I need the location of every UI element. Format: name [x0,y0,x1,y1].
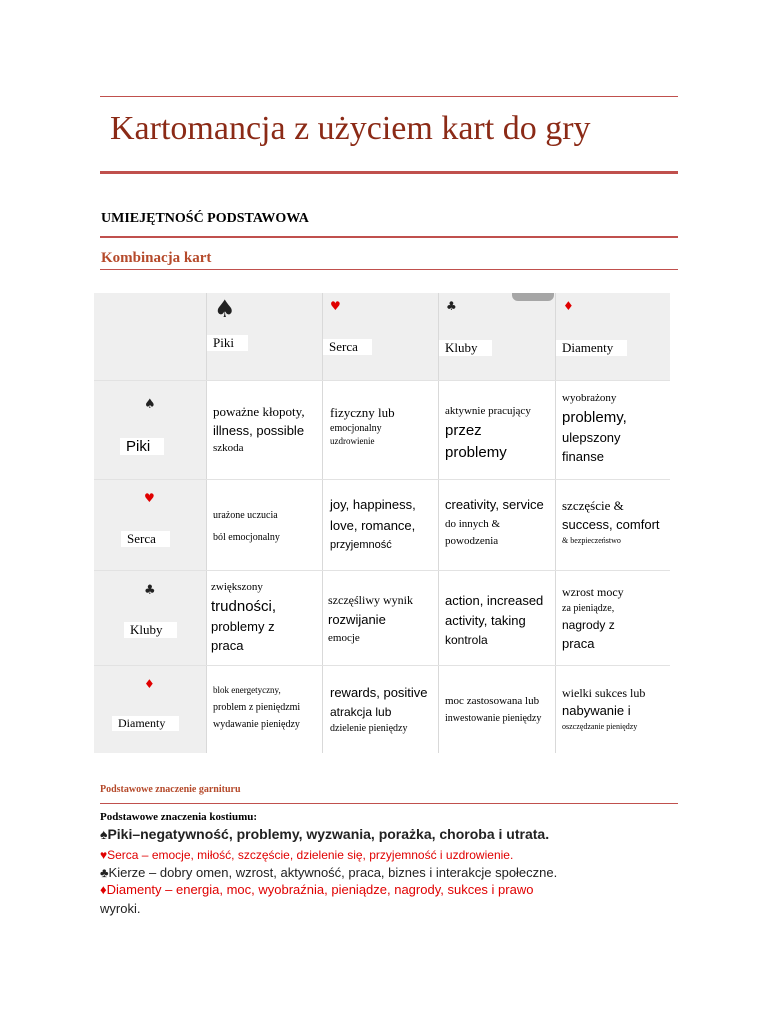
meaning-line-diamonds: ♦Diamenty – energia, moc, wyobraźnia, pieniądze, nagrody, sukces i prawo [100,882,534,897]
cell-line: action, increased [445,593,544,608]
spade-icon: ♠ [144,397,156,412]
cell-line: atrakcja lub [330,704,392,719]
cell-line: szkoda [213,441,244,454]
page-title: Kartomancja z użyciem kart do gry [110,110,591,147]
table-cell [562,391,627,466]
column-header-diamenty: Diamenty [556,340,627,356]
cell-line: ulepszony [562,429,621,445]
row-header-diamenty: Diamenty [112,716,179,731]
cell-line: dzielenie pieniędzy [330,722,408,734]
cell-line: love, romance, [330,517,416,533]
cell-line: emocjonalny [330,422,382,434]
row-header-serca: Serca [121,531,170,547]
table-cell [445,403,531,465]
cell-line: emocje [328,631,360,644]
cell-line: poważne kłopoty, [213,404,305,419]
cell-line: finanse [562,448,604,464]
cell-line: szczęście & [562,498,624,513]
table-cell [562,685,645,733]
grid-hline [94,665,670,666]
table-cell [330,495,416,554]
club-icon: ♣ [446,299,457,313]
cell-line: do innych & [445,517,500,530]
meaning-line-hearts: ♥Serca – emocje, miłość, szczęście, dzielenie się, przyjemność i uzdrowienie. [100,848,514,862]
cell-line: problemy, [562,408,627,426]
table-cell [445,591,543,650]
cell-line: przez [445,421,482,439]
cell-line: problem z pieniędzmi [213,701,301,713]
section-rule [100,236,678,238]
basic-meaning-heading: Podstawowe znaczenie garnituru [100,784,241,795]
cell-line: wydawanie pieniędzy [213,719,300,731]
subheading: Kombinacja kart [101,250,212,266]
table-cell [213,403,305,457]
cell-line: zwiększony [211,581,263,593]
cell-line: ból emocjonalny [213,532,280,543]
basic-meaning-subheading: Podstawowe znaczenia kostiumu: [100,811,258,823]
cell-line: rewards, positive [330,685,428,700]
cell-line: kontrola [445,633,488,648]
cell-line: problemy [445,444,507,461]
table-cell [328,591,413,647]
cell-line: success, comfort [562,516,660,532]
grid-hline [94,380,670,381]
table-cell [213,683,300,734]
cell-line: blok energetyczny, [213,685,281,695]
table-cell [330,683,428,736]
cell-line: za pieniądze, [562,603,615,614]
cell-line: illness, possible [213,422,305,438]
cell-line: nagrody z [562,618,615,632]
column-header-kluby: Kluby [439,340,492,356]
basic-meaning-rule [100,803,678,804]
table-cell [445,495,544,551]
cell-line: szczęśliwy wynik [328,593,413,607]
table-cell [213,505,280,549]
cell-line: creativity, service [445,497,544,512]
table-cell [211,580,276,655]
cell-line: trudności, [211,597,277,615]
grid-vline [438,293,439,753]
cell-line: nabywanie i [562,703,631,719]
cell-line: aktywnie pracujący [445,405,531,417]
table-cell [562,497,660,546]
grid-vline [555,293,556,753]
meaning-line-continuation: wyroki. [100,901,141,916]
grid-vline [206,293,207,753]
cell-line: joy, happiness, [330,497,416,512]
column-header-piki: Piki [207,335,248,351]
cell-line: rozwijanie [328,611,386,627]
cell-line: wielki sukces lub [562,686,646,700]
cell-line: wyobrażony [562,392,617,404]
heart-icon: ♥ [330,299,341,313]
meaning-line-spades: ♠Piki–negatywność, problemy, wyzwania, porażka, choroba i utrata. [100,826,550,842]
cell-line: inwestowanie pieniędzy [445,712,542,724]
grid-hline [94,479,670,480]
subheading-rule [100,269,678,270]
column-header-serca: Serca [323,339,372,355]
cell-line: fizyczny lub [330,405,395,420]
heart-icon: ♥ [144,491,155,505]
meaning-line-clubs: ♣Kierze – dobry omen, wzrost, aktywność, praca, biznes i interakcje społeczne. [100,865,558,880]
cell-line: praca [211,637,244,653]
cell-line: activity, taking [445,613,526,629]
table-drag-handle[interactable] [512,293,554,301]
table-cell [330,404,395,447]
grid-vline [322,293,323,753]
grid-hline [94,570,670,571]
cell-line: praca [562,636,595,651]
diamond-icon: ♦ [563,299,574,313]
cell-line: urażone uczucia [213,510,278,521]
cell-line: oszczędzanie pieniędzy [562,722,638,732]
club-icon: ♣ [144,583,156,598]
table-cell [445,693,541,727]
cell-line: powodzenia [445,535,499,548]
top-rule [100,96,678,97]
cell-line: moc zastosowana lub [445,695,540,707]
title-rule [100,171,678,174]
card-combination-table [94,293,670,753]
cell-line: przyjemność [330,538,392,551]
row-header-kluby: Kluby [124,622,177,638]
cell-line: & bezpieczeństwo [562,535,621,545]
spade-icon: ♠ [214,295,236,323]
cell-line: uzdrowienie [330,436,375,447]
row-header-piki: Piki [120,438,164,455]
section-heading: UMIEJĘTNOŚĆ PODSTAWOWA [101,211,309,226]
cell-line: wzrost mocy [562,585,624,599]
diamond-icon: ♦ [144,677,155,691]
cell-line: problemy z [211,618,275,634]
table-cell [562,583,624,654]
